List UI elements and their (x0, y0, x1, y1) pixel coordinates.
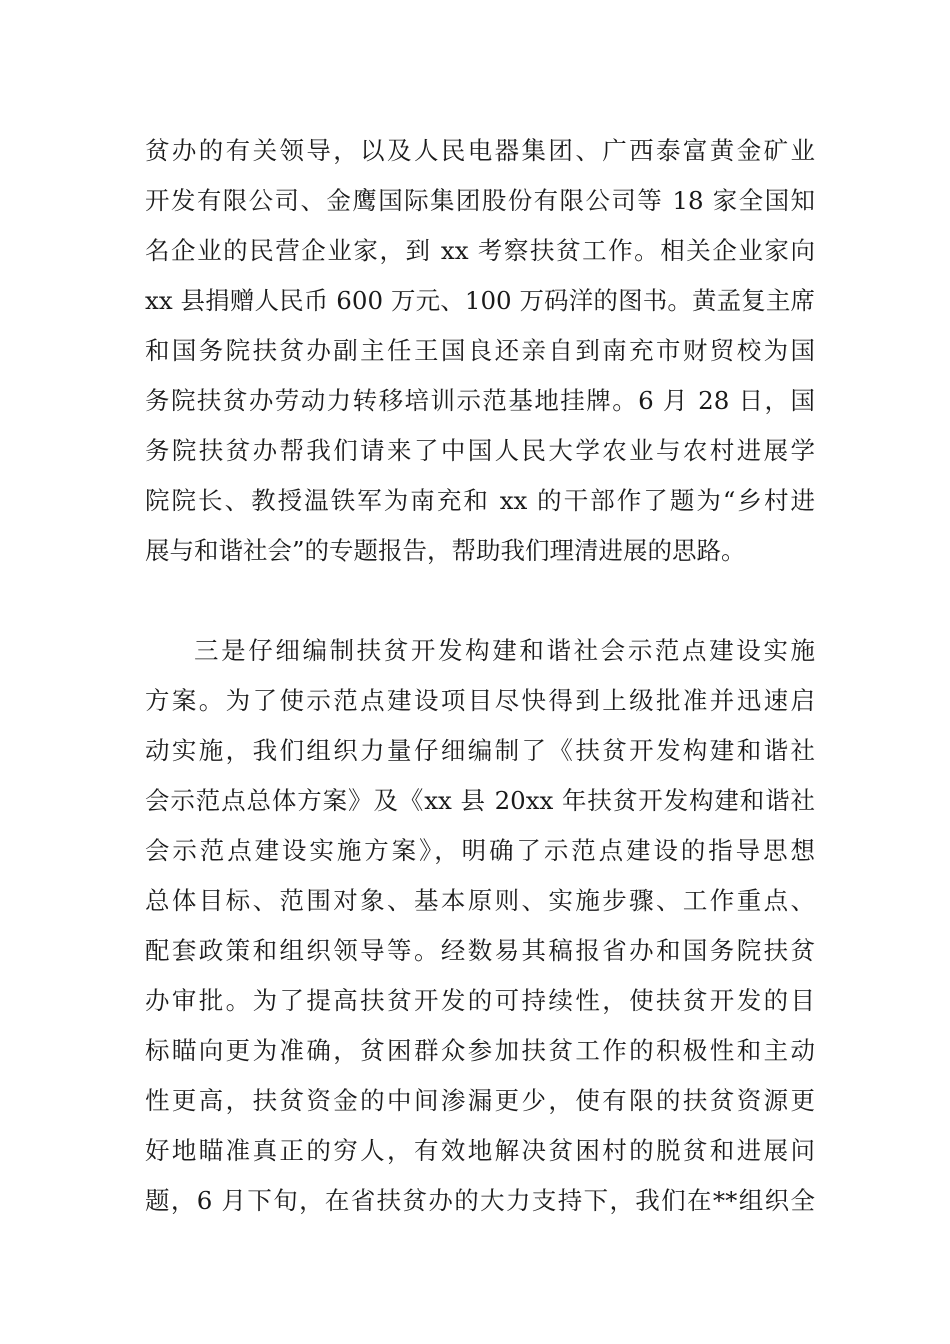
text-line: 开发有限公司、金鹰国际集团股份有限公司等 18 家全国知 (145, 186, 815, 215)
text-line: 院院长、教授温铁军为南充和 xx 的干部作了题为“乡村进 (145, 486, 815, 515)
text-line: 题，6 月下旬，在省扶贫办的大力支持下，我们在**组织全 (145, 1186, 815, 1215)
text-line: 动实施，我们组织力量仔细编制了《扶贫开发构建和谐社 (145, 736, 815, 765)
text-line: 贫办的有关领导，以及人民电器集团、广西泰富黄金矿业 (145, 136, 815, 165)
text-line: 办审批。为了提高扶贫开发的可持续性，使扶贫开发的目 (145, 986, 815, 1015)
text-line: 展与和谐社会”的专题报告，帮助我们理清进展的思路。 (145, 536, 746, 565)
text-line: 性更高，扶贫资金的中间渗漏更少，使有限的扶贫资源更 (145, 1086, 815, 1115)
text-line: 会示范点建设实施方案》，明确了示范点建设的指导思想 (145, 836, 815, 865)
text-line: 方案。为了使示范点建设项目尽快得到上级批准并迅速启 (145, 686, 815, 715)
text-line: 务院扶贫办帮我们请来了中国人民大学农业与农村进展学 (145, 436, 815, 465)
text-line: 和国务院扶贫办副主任王国良还亲自到南充市财贸校为国 (145, 336, 815, 365)
text-line: 标瞄向更为准确，贫困群众参加扶贫工作的积极性和主动 (145, 1036, 815, 1065)
text-line: 三是仔细编制扶贫开发构建和谐社会示范点建设实施 (194, 636, 815, 665)
text-line: 务院扶贫办劳动力转移培训示范基地挂牌。6 月 28 日，国 (145, 386, 815, 415)
text-line: 总体目标、范围对象、基本原则、实施步骤、工作重点、 (145, 886, 815, 915)
text-line: xx 县捐赠人民币 600 万元、100 万码洋的图书。黄孟复主席 (145, 286, 815, 315)
text-line: 配套政策和组织领导等。经数易其稿报省办和国务院扶贫 (145, 936, 815, 965)
text-line: 名企业的民营企业家，到 xx 考察扶贫工作。相关企业家向 (145, 236, 815, 265)
text-line: 会示范点总体方案》及《xx 县 20xx 年扶贫开发构建和谐社 (145, 786, 815, 815)
text-line: 好地瞄准真正的穷人，有效地解决贫困村的脱贫和进展问 (145, 1136, 815, 1165)
